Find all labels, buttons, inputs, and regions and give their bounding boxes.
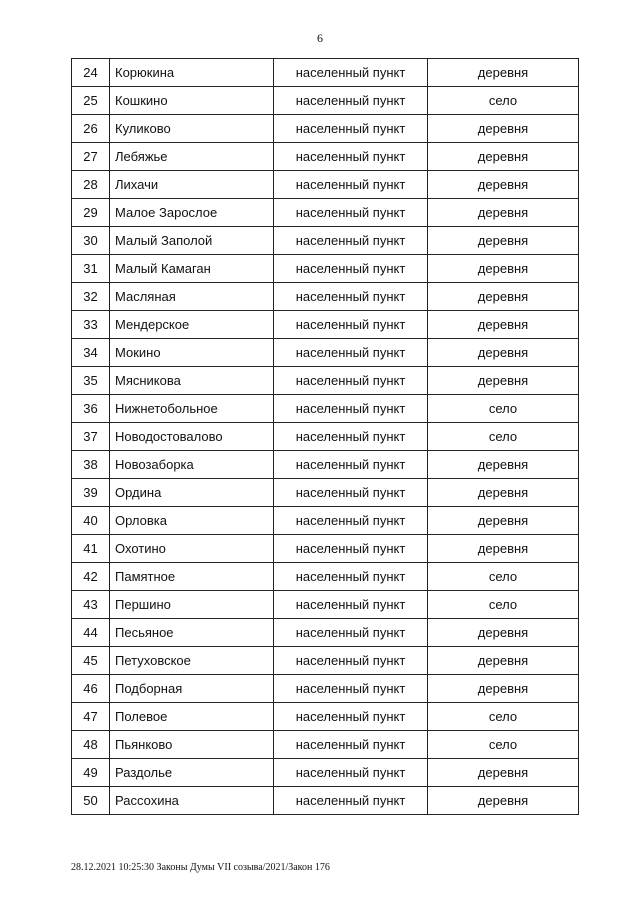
settlement-type-cell: деревня — [428, 283, 579, 311]
table-row — [72, 675, 579, 703]
settlement-name-cell: Раздолье — [110, 759, 274, 787]
settlement-type-cell: деревня — [428, 367, 579, 395]
settlement-name-cell: Новозаборка — [110, 451, 274, 479]
settlement-kind-cell: населенный пункт — [274, 367, 428, 395]
table-row — [72, 395, 579, 423]
settlement-name-cell: Лебяжье — [110, 143, 274, 171]
table-row — [72, 535, 579, 563]
row-number-cell: 32 — [72, 283, 110, 311]
settlement-type-cell: деревня — [428, 227, 579, 255]
row-number-cell: 46 — [72, 675, 110, 703]
table-row — [72, 171, 579, 199]
table-row — [72, 311, 579, 339]
settlement-name-cell: Памятное — [110, 563, 274, 591]
row-number-cell: 31 — [72, 255, 110, 283]
settlement-kind-cell: населенный пункт — [274, 731, 428, 759]
settlement-type-cell: село — [428, 395, 579, 423]
settlement-kind-cell: населенный пункт — [274, 423, 428, 451]
settlement-kind-cell: населенный пункт — [274, 507, 428, 535]
settlement-type-cell: деревня — [428, 507, 579, 535]
table-row — [72, 451, 579, 479]
settlement-type-cell: деревня — [428, 115, 579, 143]
row-number-cell: 48 — [72, 731, 110, 759]
row-number-cell: 26 — [72, 115, 110, 143]
table-row — [72, 563, 579, 591]
row-number-cell: 47 — [72, 703, 110, 731]
row-number-cell: 38 — [72, 451, 110, 479]
table-row — [72, 143, 579, 171]
settlement-type-cell: деревня — [428, 759, 579, 787]
row-number-cell: 50 — [72, 787, 110, 815]
settlement-kind-cell: населенный пункт — [274, 787, 428, 815]
settlement-kind-cell: населенный пункт — [274, 143, 428, 171]
row-number-cell: 41 — [72, 535, 110, 563]
row-number-cell: 25 — [72, 87, 110, 115]
settlement-kind-cell: населенный пункт — [274, 535, 428, 563]
page-number: 6 — [317, 31, 323, 45]
settlement-type-cell: деревня — [428, 255, 579, 283]
row-number-cell: 34 — [72, 339, 110, 367]
settlement-kind-cell: населенный пункт — [274, 451, 428, 479]
settlement-type-cell: деревня — [428, 451, 579, 479]
table-row — [72, 59, 579, 87]
settlement-name-cell: Подборная — [110, 675, 274, 703]
row-number-cell: 27 — [72, 143, 110, 171]
table-row — [72, 227, 579, 255]
table-row — [72, 87, 579, 115]
settlement-name-cell: Рассохина — [110, 787, 274, 815]
settlement-name-cell: Куликово — [110, 115, 274, 143]
settlement-name-cell: Полевое — [110, 703, 274, 731]
row-number-cell: 45 — [72, 647, 110, 675]
settlement-type-cell: деревня — [428, 619, 579, 647]
settlement-type-cell: село — [428, 87, 579, 115]
settlement-name-cell: Нижнетобольное — [110, 395, 274, 423]
settlement-name-cell: Пьянково — [110, 731, 274, 759]
settlement-type-cell: деревня — [428, 535, 579, 563]
table-row — [72, 507, 579, 535]
settlement-type-cell: село — [428, 731, 579, 759]
row-number-cell: 37 — [72, 423, 110, 451]
settlement-type-cell: деревня — [428, 479, 579, 507]
settlement-kind-cell: населенный пункт — [274, 395, 428, 423]
row-number-cell: 28 — [72, 171, 110, 199]
table-row — [72, 367, 579, 395]
settlement-name-cell: Мендерское — [110, 311, 274, 339]
settlements-table-body — [72, 59, 579, 815]
settlement-kind-cell: населенный пункт — [274, 171, 428, 199]
settlement-type-cell: село — [428, 563, 579, 591]
settlement-name-cell: Малый Камаган — [110, 255, 274, 283]
table-row — [72, 731, 579, 759]
row-number-cell: 49 — [72, 759, 110, 787]
row-number-cell: 42 — [72, 563, 110, 591]
table-row — [72, 787, 579, 815]
table-row — [72, 115, 579, 143]
settlement-type-cell: село — [428, 591, 579, 619]
settlement-type-cell: деревня — [428, 675, 579, 703]
row-number-cell: 39 — [72, 479, 110, 507]
settlement-type-cell: село — [428, 423, 579, 451]
row-number-cell: 43 — [72, 591, 110, 619]
table-row — [72, 759, 579, 787]
settlement-kind-cell: населенный пункт — [274, 283, 428, 311]
row-number-cell: 24 — [72, 59, 110, 87]
settlement-kind-cell: населенный пункт — [274, 255, 428, 283]
settlement-name-cell: Охотино — [110, 535, 274, 563]
settlement-name-cell: Першино — [110, 591, 274, 619]
settlement-kind-cell: населенный пункт — [274, 199, 428, 227]
settlement-type-cell: деревня — [428, 339, 579, 367]
settlement-type-cell: деревня — [428, 199, 579, 227]
table-row — [72, 255, 579, 283]
settlement-kind-cell: населенный пункт — [274, 227, 428, 255]
settlement-name-cell: Лихачи — [110, 171, 274, 199]
settlements-table — [71, 58, 579, 815]
row-number-cell: 44 — [72, 619, 110, 647]
settlement-kind-cell: населенный пункт — [274, 591, 428, 619]
settlement-name-cell: Малый Заполой — [110, 227, 274, 255]
settlement-kind-cell: населенный пункт — [274, 115, 428, 143]
table-row — [72, 339, 579, 367]
settlement-name-cell: Петуховское — [110, 647, 274, 675]
settlement-type-cell: деревня — [428, 787, 579, 815]
table-row — [72, 199, 579, 227]
settlement-name-cell: Новодостовалово — [110, 423, 274, 451]
settlement-kind-cell: населенный пункт — [274, 563, 428, 591]
row-number-cell: 35 — [72, 367, 110, 395]
row-number-cell: 33 — [72, 311, 110, 339]
settlement-type-cell: деревня — [428, 311, 579, 339]
table-row — [72, 703, 579, 731]
settlement-kind-cell: населенный пункт — [274, 311, 428, 339]
settlement-name-cell: Масляная — [110, 283, 274, 311]
settlement-kind-cell: населенный пункт — [274, 759, 428, 787]
settlement-kind-cell: населенный пункт — [274, 87, 428, 115]
settlement-name-cell: Малое Зарослое — [110, 199, 274, 227]
settlement-kind-cell: населенный пункт — [274, 703, 428, 731]
settlement-kind-cell: населенный пункт — [274, 59, 428, 87]
table-row — [72, 283, 579, 311]
settlement-name-cell: Ордина — [110, 479, 274, 507]
table-row — [72, 591, 579, 619]
settlement-name-cell: Мокино — [110, 339, 274, 367]
settlement-kind-cell: населенный пункт — [274, 479, 428, 507]
settlement-type-cell: деревня — [428, 171, 579, 199]
settlement-kind-cell: населенный пункт — [274, 675, 428, 703]
footer-stamp: 28.12.2021 10:25:30 Законы Думы VII созыва/2021/Закон 176 — [71, 862, 330, 873]
settlement-name-cell: Кошкино — [110, 87, 274, 115]
settlement-type-cell: деревня — [428, 143, 579, 171]
settlement-type-cell: деревня — [428, 59, 579, 87]
table-row — [72, 479, 579, 507]
table-row — [72, 423, 579, 451]
table-row — [72, 619, 579, 647]
settlement-kind-cell: населенный пункт — [274, 619, 428, 647]
settlement-type-cell: село — [428, 703, 579, 731]
settlement-name-cell: Корюкина — [110, 59, 274, 87]
row-number-cell: 36 — [72, 395, 110, 423]
settlement-name-cell: Мясникова — [110, 367, 274, 395]
settlement-name-cell: Песьяное — [110, 619, 274, 647]
settlement-kind-cell: населенный пункт — [274, 647, 428, 675]
settlement-name-cell: Орловка — [110, 507, 274, 535]
row-number-cell: 40 — [72, 507, 110, 535]
settlement-kind-cell: населенный пункт — [274, 339, 428, 367]
settlement-type-cell: деревня — [428, 647, 579, 675]
table-row — [72, 647, 579, 675]
row-number-cell: 29 — [72, 199, 110, 227]
row-number-cell: 30 — [72, 227, 110, 255]
